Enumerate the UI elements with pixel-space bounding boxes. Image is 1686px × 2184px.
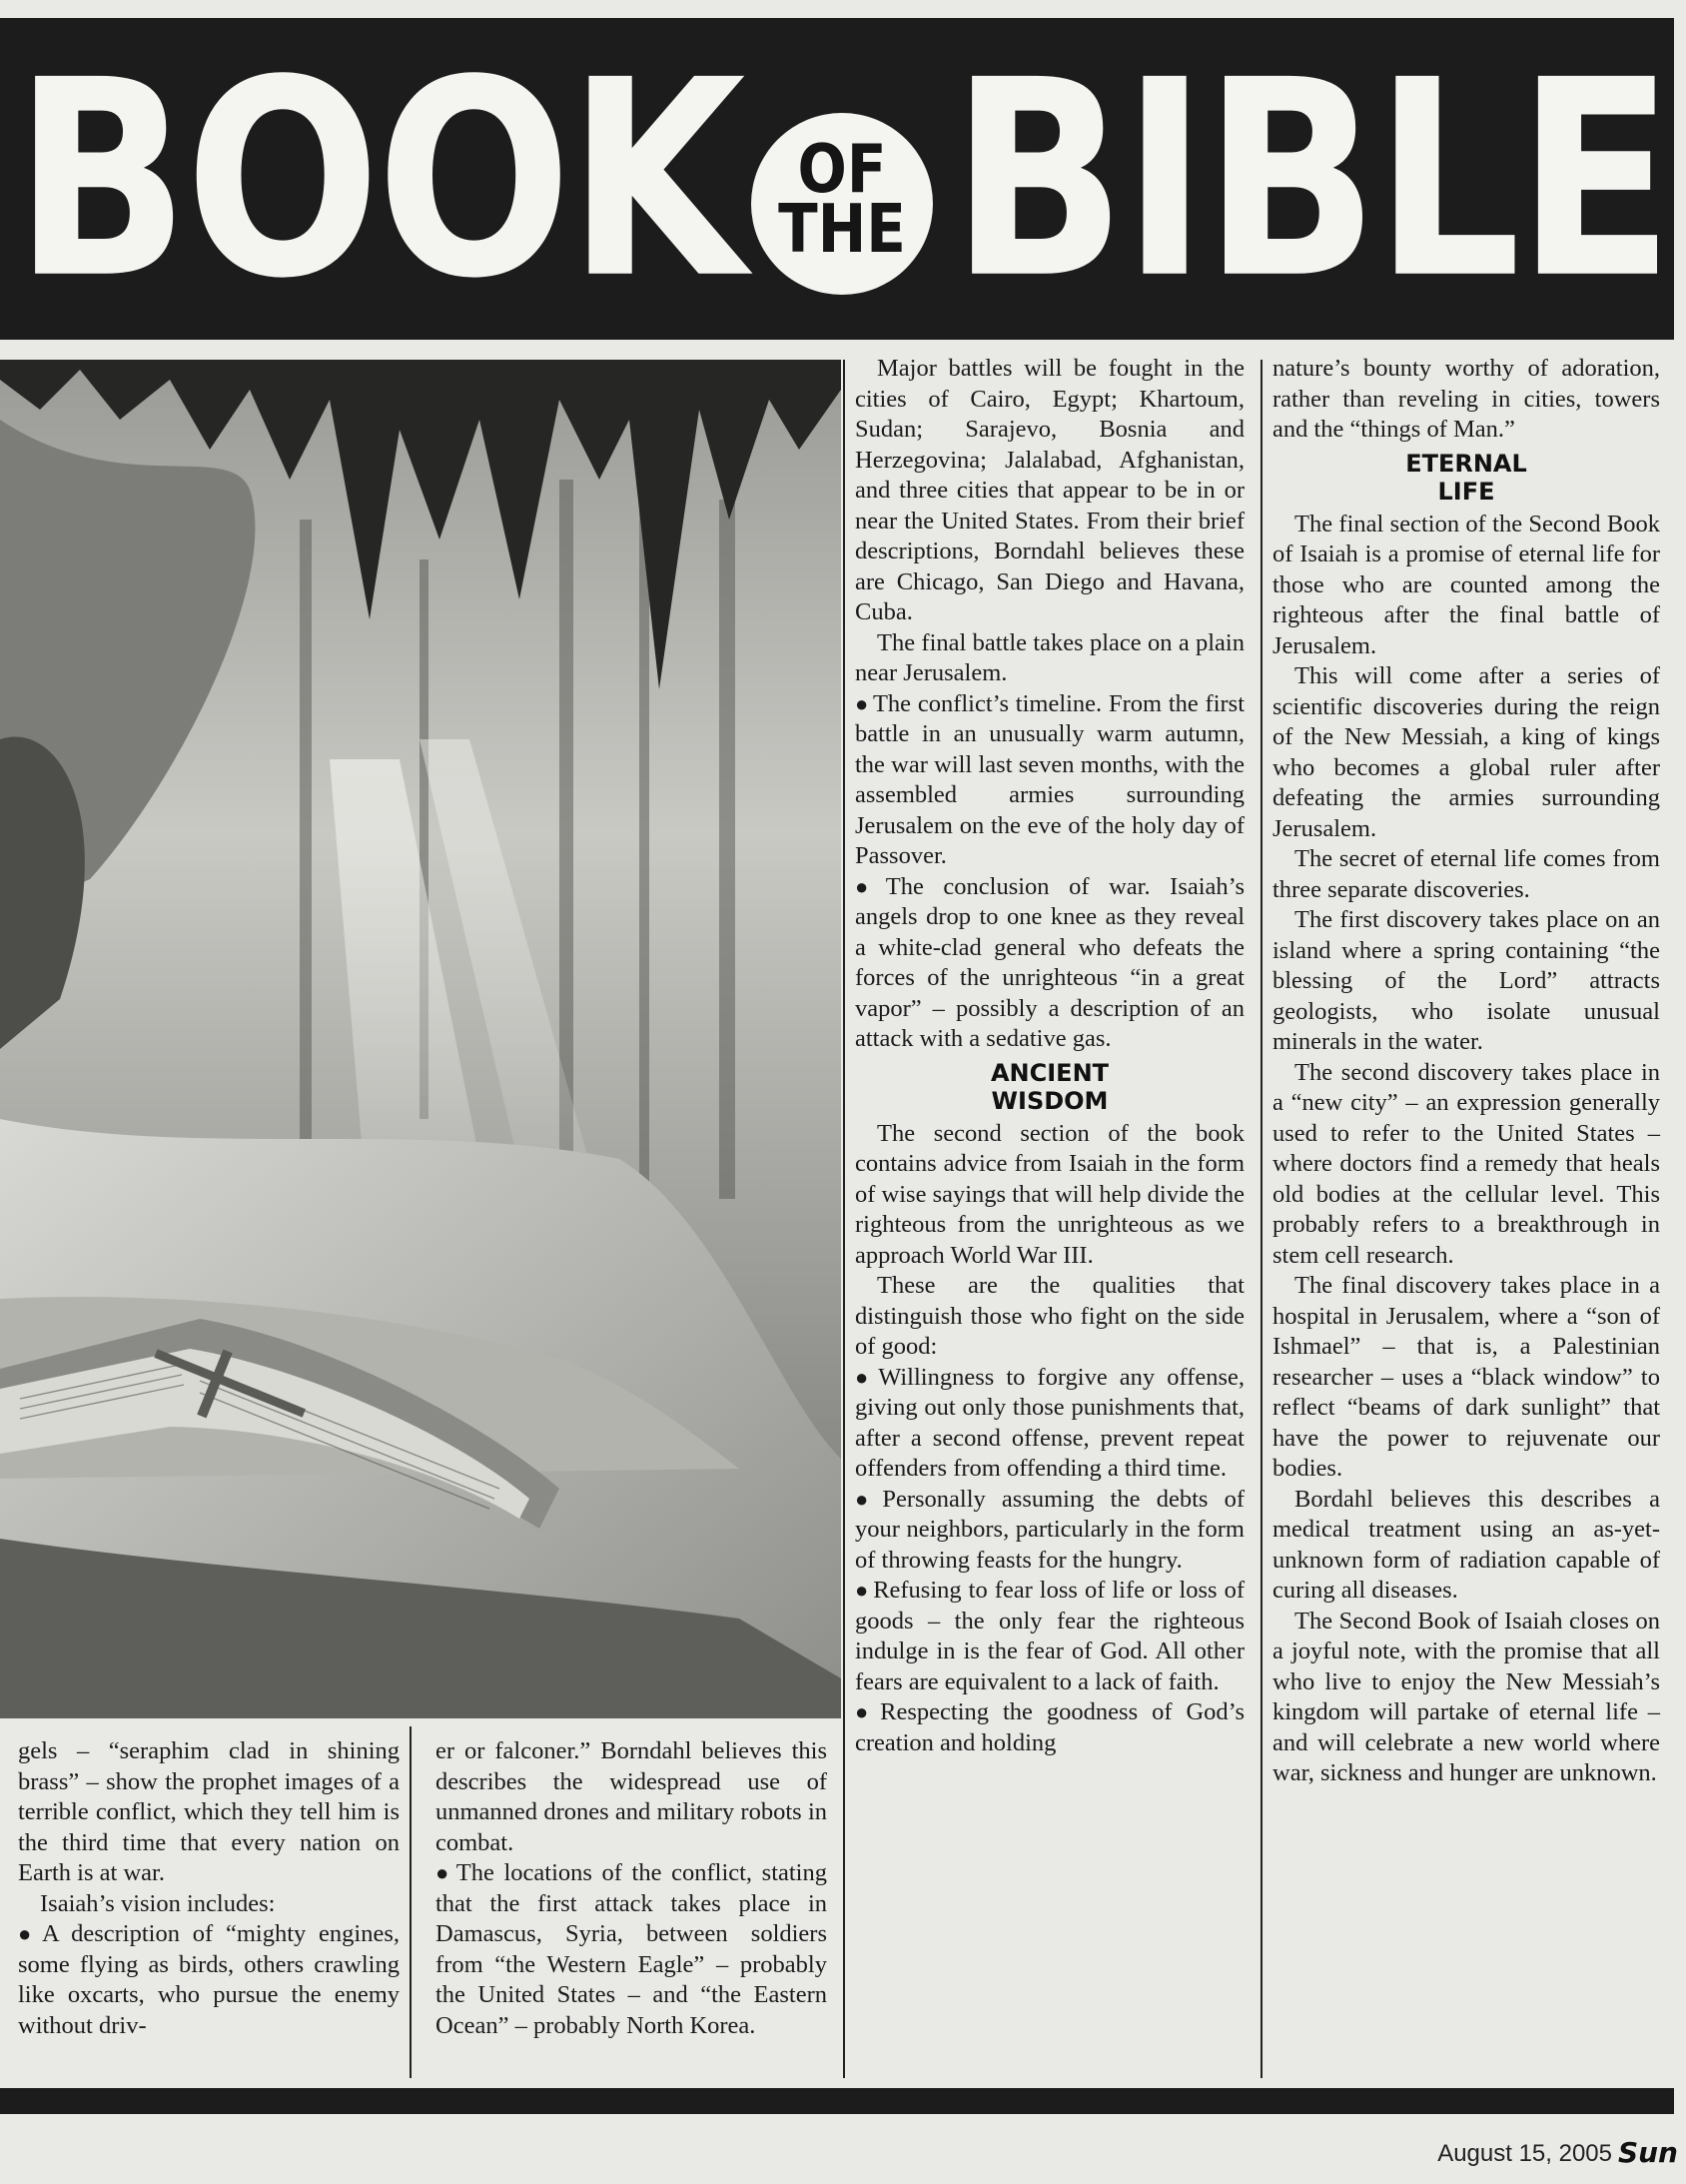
body-paragraph (855, 1119, 1245, 1272)
body-paragraph (855, 354, 1245, 628)
bullet-icon: ● (855, 1364, 875, 1390)
body-paragraph (1272, 510, 1660, 662)
body-paragraph (1272, 1485, 1660, 1607)
paragraph-text: The final battle takes place on a plain near Jerusalem. (855, 628, 1245, 686)
paragraph-text: The locations of the conflict, stating that the first attack takes place in Damascus, Syria, between soldiers from “the Western Eagle” – probably the United States – and “the Eastern Ocean” – probably North Korea. (435, 1859, 827, 2039)
headline-circle-badge (751, 113, 933, 295)
bullet-paragraph (855, 1576, 1245, 1697)
body-paragraph (435, 1736, 827, 1858)
paragraph-text: The Second Book of Isaiah closes on a joyful note, with the promise that all who live to enjoy the New Messiah’s kingdom will partake of eternal life – and will celebrate a new world where war, sickness and hunger are unknown. (1272, 1607, 1660, 1786)
bullet-icon: ● (435, 1860, 452, 1885)
paragraph-text: A description of “mighty engines, some flying as birds, others crawling like oxcarts, who pursue the enemy without driv- (18, 1920, 401, 2039)
bible-cave-illustration (0, 360, 841, 1718)
paragraph-text: The first discovery takes place on an island where a spring containing “the blessing of the Lord” attracts geologists, who isolate unusual minerals in the water. (1272, 906, 1660, 1055)
section-heading-line: LIFE (1437, 477, 1495, 506)
body-paragraph (1272, 1607, 1660, 1789)
bottom-rule (0, 2088, 1674, 2114)
paragraph-text: These are the qualities that distinguish those who fight on the side of good: (855, 1272, 1245, 1360)
publication-logo: Sun (1617, 2136, 1678, 2169)
headline-word-of: OF (797, 129, 887, 209)
headline-word-bible: BIBLE (951, 23, 1670, 339)
paragraph-text: The final section of the Second Book of Isaiah is a promise of eternal life for those who are counted among the righteous after the final battle of Jerusalem. (1272, 510, 1660, 659)
paragraph-text: The conclusion of war. Isaiah’s angels drop to one knee as they reveal a white-clad general who defeats the forces of the unrighteous “in a great vapor” – possibly a description of an attack with a sedative gas. (855, 872, 1245, 1052)
paragraph-text: The conflict’s timeline. From the first battle in an unusually warm autumn, the war will last seven months, with the assembled armies surrounding Jerusalem on the eve of the holy day of Passover. (855, 689, 1246, 869)
section-heading (855, 1059, 1245, 1115)
paragraph-text: This will come after a series of scientific discoveries during the reign of the New Messiah, a king of kings who becomes a global ruler after defeating the armies surrounding Jerusalem. (1272, 662, 1660, 842)
bullet-paragraph (18, 1919, 400, 2041)
masthead-banner (0, 18, 1674, 340)
bullet-icon: ● (18, 1921, 38, 1946)
body-paragraph (1272, 661, 1660, 844)
paragraph-text: gels – “seraphim clad in shining brass” – show the prophet images of a terrible conflict, which they tell him is the third time that every nation on Earth is at war. (18, 1737, 400, 1886)
section-heading-line: ANCIENT (990, 1058, 1110, 1087)
section-heading (1272, 450, 1660, 506)
body-paragraph (18, 1889, 400, 1920)
bullet-icon: ● (855, 873, 882, 899)
body-paragraph (1272, 844, 1660, 905)
paragraph-text: The second section of the book contains advice from Isaiah in the form of wise sayings that will help divide the righteous from the unrighteous as we approach World War III. (855, 1119, 1245, 1269)
paragraph-text: The second discovery takes place in a “new city” – an expression generally used to refer to the United States – where doctors find a remedy that heals old bodies at the cellular level. This probably refers to a breakthrough in stem cell research. (1272, 1058, 1660, 1269)
paragraph-text: Respecting the goodness of God’s creation and holding (855, 1698, 1245, 1756)
section-heading-line: ETERNAL (1405, 449, 1527, 478)
article-illustration (0, 360, 841, 1718)
bullet-icon: ● (855, 1486, 879, 1512)
paragraph-text: Refusing to fear loss of life or loss of goods – the only fear the righteous indulge in is the fear of God. All other fears are equivalent to a lack of faith. (855, 1577, 1245, 1695)
article-column-2 (435, 1736, 827, 2041)
paragraph-text: Major battles will be fought in the cities of Cairo, Egypt; Khartoum, Sudan; Sarajevo, Bosnia and Herzegovina; Jalalabad, Afghanistan, and three cities that appear to be in or near the United States. From their brief descriptions, Borndahl believes these are Chicago, San Diego and Havana, Cuba. (855, 355, 1245, 625)
bullet-icon: ● (855, 1699, 877, 1724)
section-heading-line: WISDOM (991, 1086, 1109, 1115)
article-column-3 (855, 354, 1245, 1758)
paragraph-text: Willingness to forgive any offense, giving out only those punishments that, after a second offense, prevent repeat offenders from offending a third time. (855, 1363, 1245, 1482)
body-paragraph (855, 628, 1245, 689)
bullet-icon: ● (855, 690, 869, 716)
paragraph-text: er or falconer.” Borndahl believes this describes the widespread use of unmanned drones and military robots in combat. (435, 1737, 827, 1856)
column-rule (1261, 360, 1263, 2078)
paragraph-text: Bordahl believes this describes a medical treatment using an as-yet-unknown form of radiation capable of curing all diseases. (1272, 1485, 1660, 1604)
paragraph-text: Personally assuming the debts of your neighbors, particularly in the form of throwing feasts for the hungry. (855, 1485, 1245, 1574)
paragraph-text: nature’s bounty worthy of adoration, rather than reveling in cities, towers and the “things of Man.” (1272, 355, 1660, 443)
paragraph-text: The secret of eternal life comes from three separate discoveries. (1272, 845, 1660, 903)
body-paragraph (1272, 1271, 1660, 1485)
headline-word-book: BOOK (14, 23, 742, 339)
bullet-paragraph (855, 1363, 1245, 1485)
paragraph-text: The final discovery takes place in a hospital in Jerusalem, where a “son of Ishmael” – that is, a Palestinian researcher – uses a “black window” to reflect “beams of dark sunlight” that have the power to rejuvenate our bodies. (1272, 1272, 1660, 1482)
body-paragraph (18, 1736, 400, 1889)
bullet-icon: ● (855, 1578, 870, 1603)
issue-date: August 15, 2005 (1437, 2140, 1612, 2167)
article-column-1 (18, 1736, 400, 2041)
paragraph-text: Isaiah’s vision includes: (40, 1889, 276, 1917)
bullet-paragraph (855, 872, 1245, 1055)
bullet-paragraph (855, 689, 1245, 872)
bullet-paragraph (435, 1858, 827, 2041)
body-paragraph (1272, 354, 1660, 446)
headline-word-the: THE (778, 189, 906, 269)
body-paragraph (1272, 1058, 1660, 1272)
bullet-paragraph (855, 1697, 1245, 1758)
column-rule (843, 360, 845, 2078)
body-paragraph (1272, 905, 1660, 1058)
bullet-paragraph (855, 1485, 1245, 1577)
column-rule (410, 1726, 412, 2078)
article-column-4 (1272, 354, 1660, 1789)
body-paragraph (855, 1271, 1245, 1363)
